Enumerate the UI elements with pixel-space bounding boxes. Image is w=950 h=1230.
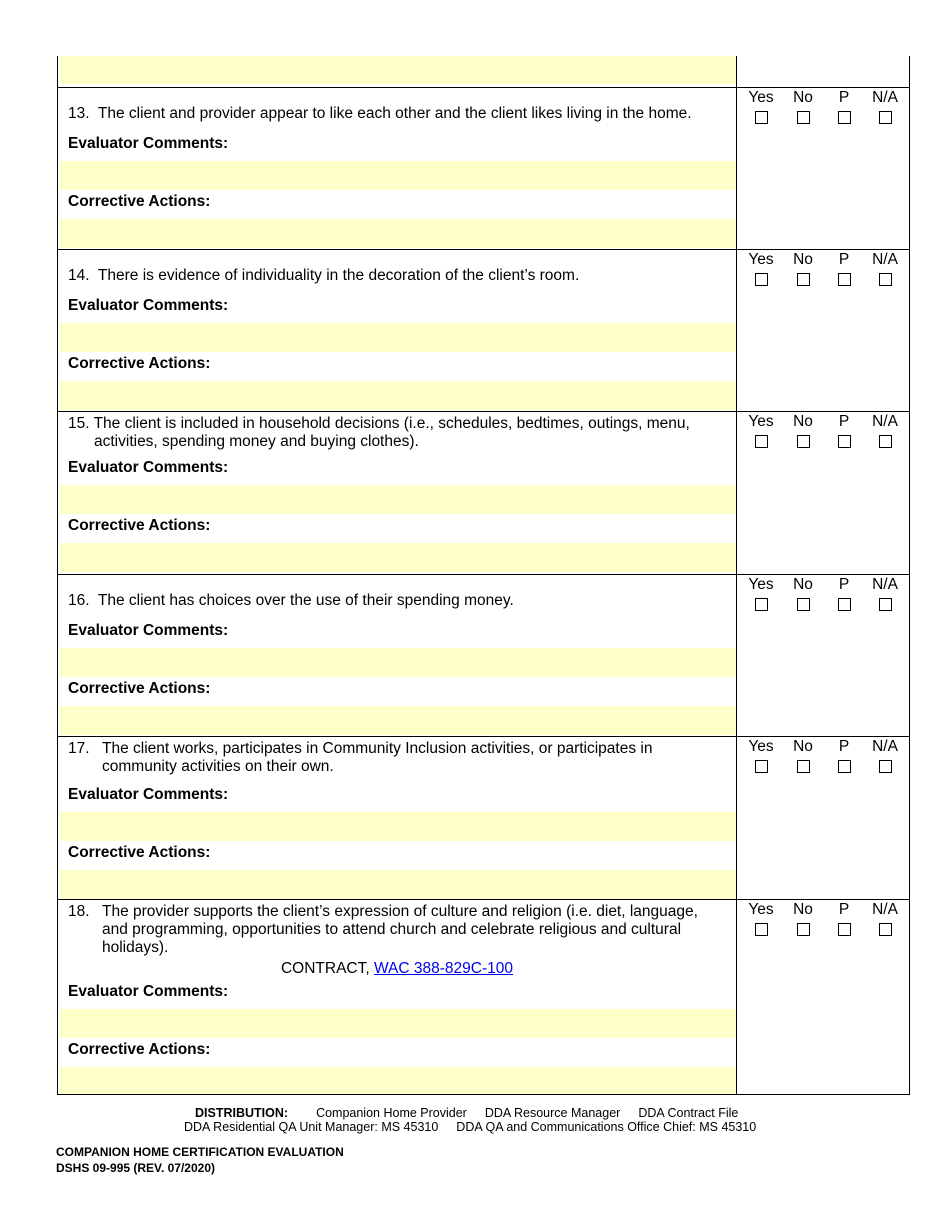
distribution-label: DISTRIBUTION: [195,1106,289,1120]
yes-checkbox[interactable] [755,598,768,611]
corrective-actions-label: Corrective Actions: [68,1041,211,1058]
partial-checkbox[interactable] [838,435,851,448]
evaluator-comments-label: Evaluator Comments: [68,135,229,152]
answer-options: Yes No P N/A [737,412,910,458]
corrective-actions-field[interactable] [60,381,736,410]
form-number: DSHS 09-995 (REV. 07/2020) [56,1161,215,1175]
na-checkbox[interactable] [879,111,892,124]
corrective-actions-field[interactable] [60,56,736,84]
no-checkbox[interactable] [797,111,810,124]
corrective-actions-label: Corrective Actions: [68,193,211,210]
contract-reference: CONTRACT, WAC 388-829C-100 [280,960,513,977]
answer-options: Yes No P N/A [737,737,910,783]
evaluator-comments-field[interactable] [60,485,736,514]
corrective-actions-field[interactable] [60,706,736,735]
partial-checkbox[interactable] [838,760,851,773]
evaluator-comments-field[interactable] [60,161,736,190]
corrective-actions-label: Corrective Actions: [68,680,211,697]
answer-options: Yes No P N/A [737,88,910,134]
answer-options: Yes No P N/A [737,900,910,946]
yes-checkbox[interactable] [755,273,768,286]
wac-link[interactable]: WAC 388-829C-100 [374,960,513,977]
na-checkbox[interactable] [879,760,892,773]
evaluation-form [57,56,910,1095]
question-17 [57,736,910,899]
no-checkbox[interactable] [797,760,810,773]
question-text: 14. There is evidence of individuality in the decoration of the client’s room. [68,267,580,284]
question-15 [57,411,910,574]
yes-checkbox[interactable] [755,923,768,936]
previous-question-tail [57,56,910,87]
evaluator-comments-label: Evaluator Comments: [68,622,229,639]
na-checkbox[interactable] [879,598,892,611]
evaluator-comments-label: Evaluator Comments: [68,459,229,476]
no-checkbox[interactable] [797,273,810,286]
question-text: 16. The client has choices over the use of their spending money. [68,592,514,609]
yes-checkbox[interactable] [755,435,768,448]
question-16 [57,574,910,736]
partial-checkbox[interactable] [838,111,851,124]
evaluator-comments-field[interactable] [60,648,736,677]
partial-checkbox[interactable] [838,273,851,286]
question-text: 15. The client is included in household decisions (i.e., schedules, bedtimes, outings, menu, activities, spending money and buying clothes). [68,415,690,450]
yes-checkbox[interactable] [755,111,768,124]
form-identifier [56,1144,344,1176]
no-checkbox[interactable] [797,435,810,448]
answer-options: Yes No P N/A [737,575,910,621]
evaluator-comments-label: Evaluator Comments: [68,786,229,803]
na-checkbox[interactable] [879,923,892,936]
yes-checkbox[interactable] [755,760,768,773]
corrective-actions-label: Corrective Actions: [68,844,211,861]
na-checkbox[interactable] [879,435,892,448]
form-title: COMPANION HOME CERTIFICATION EVALUATION [56,1145,344,1159]
no-checkbox[interactable] [797,598,810,611]
question-text: 17. The client works, participates in Community Inclusion activities, or participates in community activities on their own. [68,740,653,775]
evaluator-comments-field[interactable] [60,1009,736,1038]
evaluator-comments-field[interactable] [60,812,736,841]
corrective-actions-label: Corrective Actions: [68,355,211,372]
corrective-actions-field[interactable] [60,543,736,572]
corrective-actions-field[interactable] [60,1067,736,1094]
partial-checkbox[interactable] [838,598,851,611]
corrective-actions-field[interactable] [60,219,736,248]
partial-checkbox[interactable] [838,923,851,936]
question-14 [57,249,910,411]
no-checkbox[interactable] [797,923,810,936]
evaluator-comments-label: Evaluator Comments: [68,297,229,314]
question-18 [57,899,910,1095]
evaluator-comments-label: Evaluator Comments: [68,983,229,1000]
corrective-actions-label: Corrective Actions: [68,517,211,534]
na-checkbox[interactable] [879,273,892,286]
answer-options: Yes No P N/A [737,250,910,296]
question-13 [57,87,910,249]
question-text: 18. The provider supports the client’s expression of culture and religion (i.e. diet, language, and programming, opportunities to attend church and celebrate religious and cultural holidays). [68,903,698,956]
evaluator-comments-field[interactable] [60,323,736,352]
corrective-actions-field[interactable] [60,870,736,899]
question-text: 13. The client and provider appear to like each other and the client likes living in the home. [68,105,692,122]
